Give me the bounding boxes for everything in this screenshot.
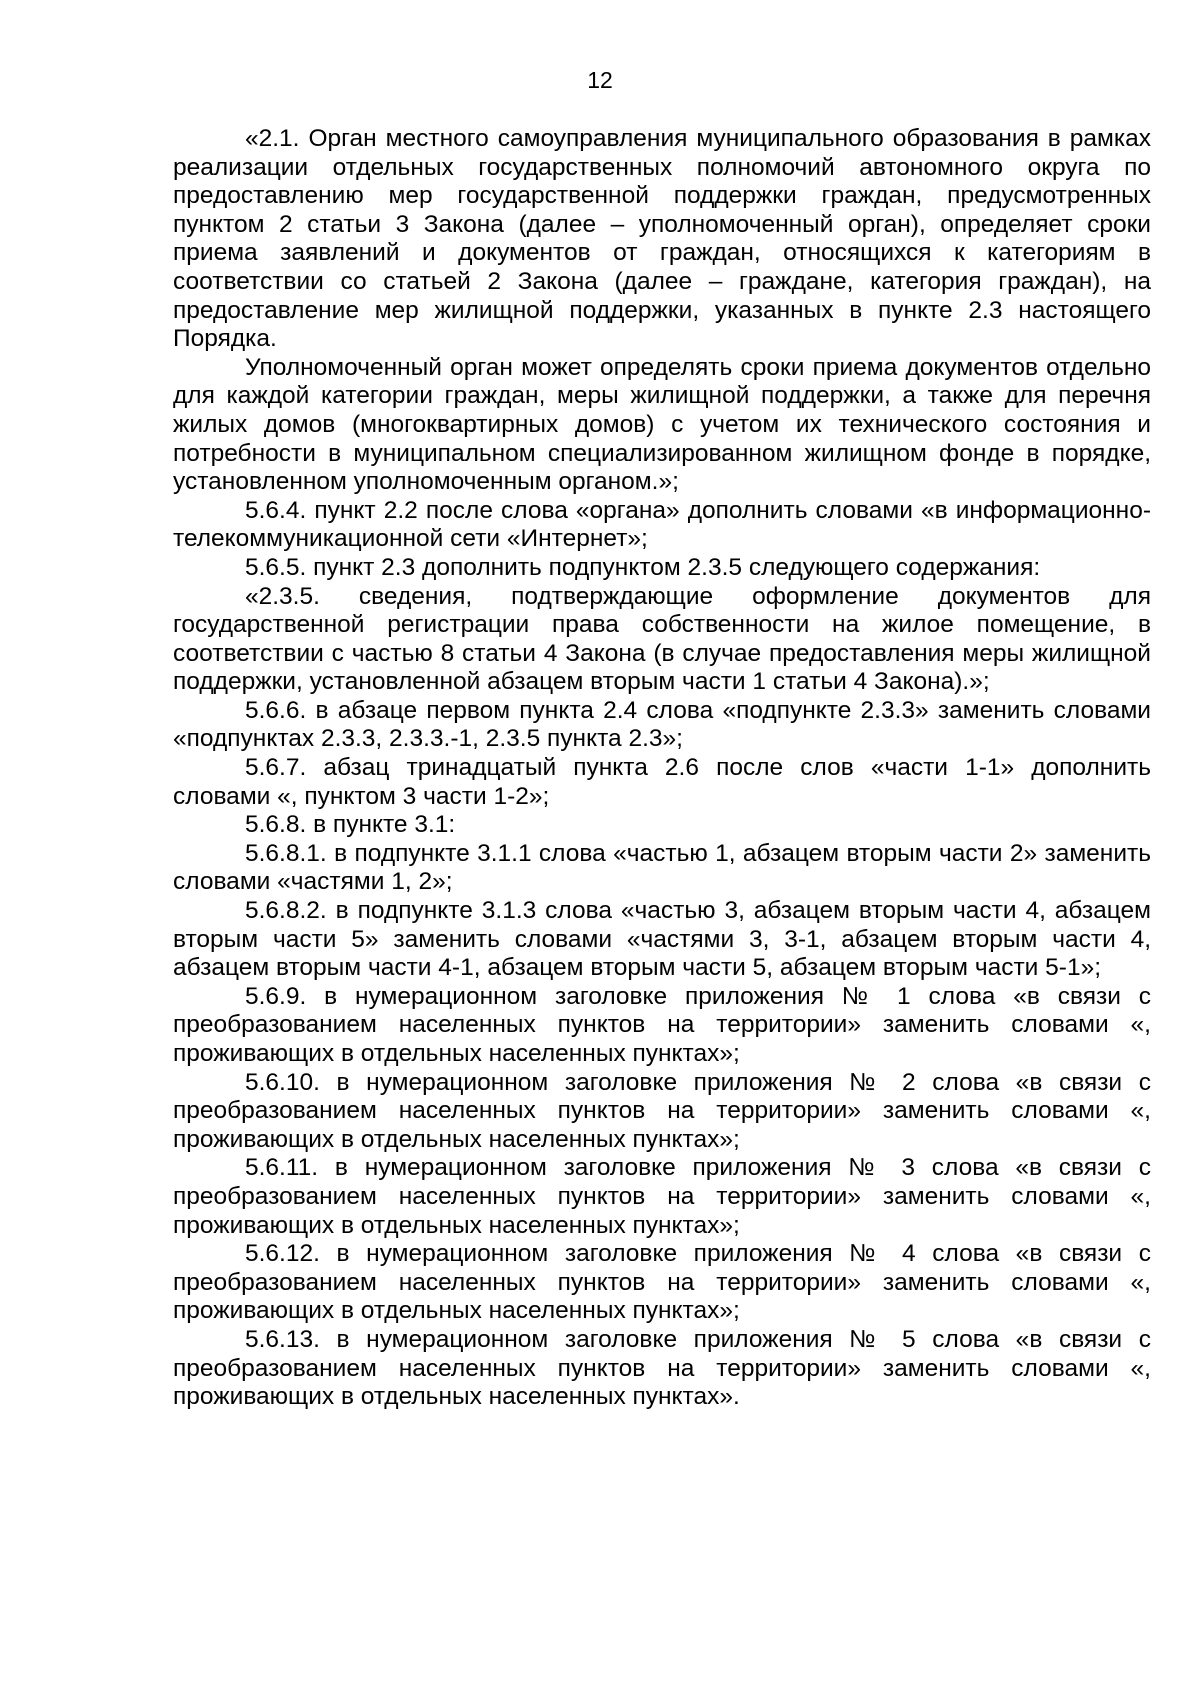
paragraph-authorized-body: Уполномоченный орган может определять сроки приема документов отдельно для каждой категории граждан, меры жилищной поддержки, а также для перечня жилых домов (многоквартирных домов) с учетом их технического состояния и потребности в муниципальном специализированном жилищном фонде в порядке, установленном уполномоченным органом.»; — [173, 353, 1151, 496]
paragraph-2-1: «2.1. Орган местного самоуправления муниципального образования в рамках реализации отдельных государственных полномочий автономного округа по предоставлению мер государственной поддержки граждан, предусмотренных пунктом 2 статьи 3 Закона (далее – уполномоченный орган), определяет сроки приема заявлений и документов от граждан, относящихся к категориям в соответствии со статьей 2 Закона (далее – граждане, категория граждан), на предоставление мер жилищной поддержки, указанных в пункте 2.3 настоящего Порядка. — [173, 125, 1151, 353]
paragraph-5-6-7: 5.6.7. абзац тринадцатый пункта 2.6 после слов «части 1-1» дополнить словами «, пунктом 3 части 1-2»; — [173, 754, 1151, 810]
paragraph-5-6-8-1: 5.6.8.1. в подпункте 3.1.1 слова «частью 1, абзацем вторым части 2» заменить словами «частями 1, 2»; — [173, 839, 1151, 896]
paragraph-5-6-4: 5.6.4. пункт 2.2 после слова «органа» дополнить словами «в информационно-телекоммуникационной сети «Интернет»; — [173, 496, 1151, 553]
paragraph-5-6-8-2: 5.6.8.2. в подпункте 3.1.3 слова «частью 3, абзацем вторым части 4, абзацем вторым части 5» заменить словами «частями 3, 3-1, абзацем вторым части 4, абзацем вторым части 4-1, абзацем вторым части 5, абзацем вторым части 5-1»; — [173, 897, 1151, 982]
document-body — [173, 125, 1151, 1412]
paragraph-5-6-5: 5.6.5. пункт 2.3 дополнить подпунктом 2.3.5 следующего содержания: — [245, 553, 1041, 581]
paragraph-5-6-12: 5.6.12. в нумерационном заголовке приложения № 4 слова «в связи с преобразованием населенных пунктов на территории» заменить словами «, проживающих в отдельных населенных пунктах»; — [173, 1240, 1151, 1325]
paragraph-5-6-11: 5.6.11. в нумерационном заголовке приложения № 3 слова «в связи с преобразованием населенных пунктов на территории» заменить словами «, проживающих в отдельных населенных пунктах»; — [173, 1154, 1151, 1239]
paragraph-5-6-9: 5.6.9. в нумерационном заголовке приложения № 1 слова «в связи с преобразованием населенных пунктов на территории» заменить словами «, проживающих в отдельных населенных пунктах»; — [173, 982, 1151, 1067]
paragraph-5-6-10: 5.6.10. в нумерационном заголовке приложения № 2 слова «в связи с преобразованием населенных пунктов на территории» заменить словами «, проживающих в отдельных населенных пунктах»; — [173, 1068, 1151, 1153]
paragraph-5-6-6: 5.6.6. в абзаце первом пункта 2.4 слова «подпункте 2.3.3» заменить словами «подпунктах 2.3.3, 2.3.3.-1, 2.3.5 пункта 2.3»; — [173, 696, 1151, 753]
page-number: 12 — [587, 67, 613, 93]
paragraph-5-6-13: 5.6.13. в нумерационном заголовке приложения № 5 слова «в связи с преобразованием населенных пунктов на территории» заменить словами «, проживающих в отдельных населенных пунктах». — [173, 1325, 1151, 1411]
paragraph-2-3-5: «2.3.5. сведения, подтверждающие оформление документов для государственной регистрации права собственности на жилое помещение, в соответствии с частью 8 статьи 4 Закона (в случае предоставления меры жилищной поддержки, установленной абзацем вторым части 1 статьи 4 Закона).»; — [173, 582, 1151, 696]
paragraph-5-6-8: 5.6.8. в пункте 3.1: — [245, 811, 456, 839]
